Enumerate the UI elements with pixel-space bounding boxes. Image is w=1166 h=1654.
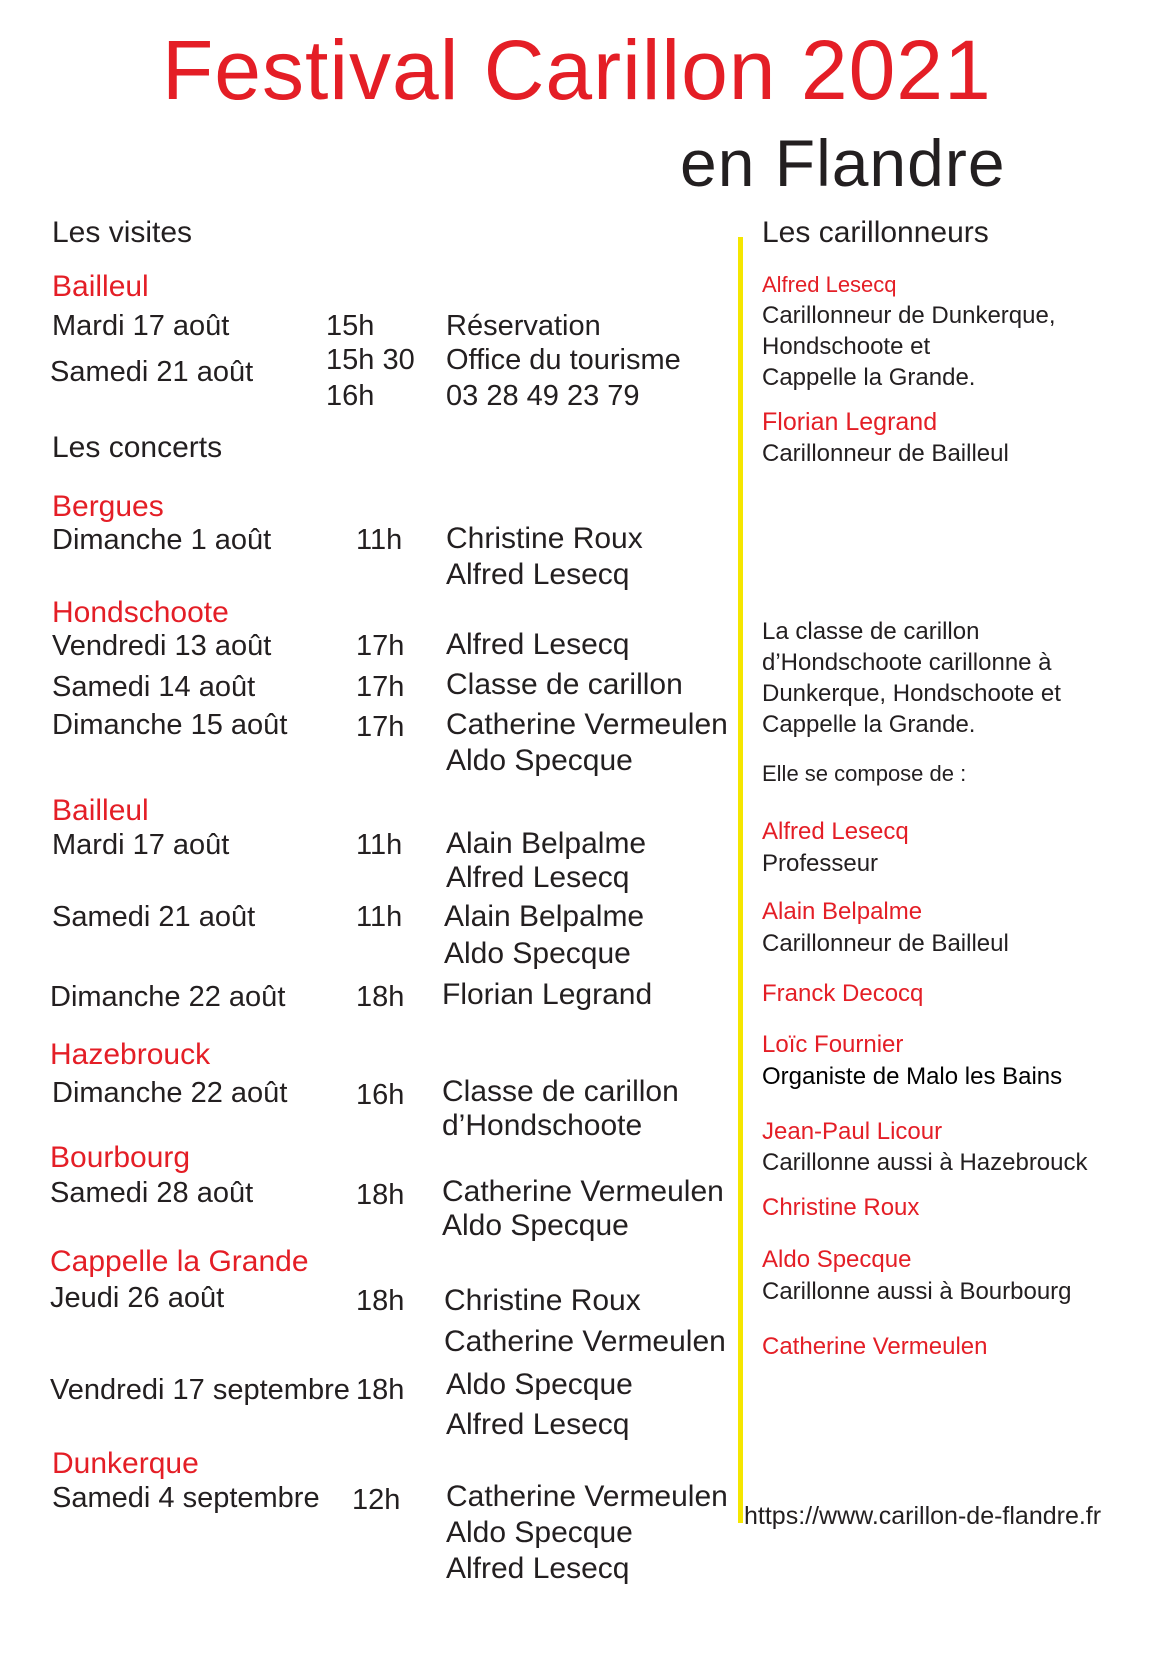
concert-performer: Alfred Lesecq <box>446 1408 630 1441</box>
concert-time: 18h <box>356 1374 405 1406</box>
concert-performer: Christine Roux <box>444 1284 641 1317</box>
concert-performer: Alfred Lesecq <box>446 558 630 591</box>
member-desc: Carillonneur de Bailleul <box>762 930 1009 957</box>
concert-performer: d’Hondschoote <box>442 1109 643 1142</box>
concert-town: Bailleul <box>52 794 149 827</box>
website-link[interactable]: https://www.carillon-de-flandre.fr <box>744 1502 1102 1530</box>
concert-town: Cappelle la Grande <box>50 1245 309 1278</box>
concert-time: 17h <box>356 671 405 703</box>
concert-performer: Catherine Vermeulen <box>446 708 728 741</box>
concert-town: Hazebrouck <box>50 1038 211 1071</box>
carillonneur-desc: Carillonneur de Dunkerque, <box>762 302 1056 329</box>
concert-performer: Christine Roux <box>446 522 643 555</box>
member-name: Christine Roux <box>762 1194 920 1221</box>
concert-date: Vendredi 17 septembre <box>50 1374 350 1406</box>
concert-date: Mardi 17 août <box>52 829 230 861</box>
concert-time: 18h <box>356 981 405 1013</box>
concert-performer: Classe de carillon <box>446 668 683 701</box>
carillonneur-name: Alfred Lesecq <box>762 272 897 297</box>
carillonneur-name: Florian Legrand <box>762 408 938 436</box>
visit-info: Réservation <box>446 310 601 342</box>
concert-performer: Aldo Specque <box>442 1209 629 1242</box>
concert-date: Dimanche 22 août <box>50 981 286 1013</box>
member-name: Alfred Lesecq <box>762 818 909 845</box>
concert-performer: Classe de carillon <box>442 1075 679 1108</box>
concert-time: 18h <box>356 1179 405 1211</box>
member-name: Jean-Paul Licour <box>762 1118 943 1145</box>
member-name: Franck Decocq <box>762 980 924 1007</box>
concert-time: 12h <box>352 1484 401 1516</box>
class-text-line: Dunkerque, Hondschoote et <box>762 680 1061 707</box>
carillonneurs-heading: Les carillonneurs <box>762 216 989 249</box>
concert-performer: Alain Belpalme <box>444 900 645 933</box>
concert-performer: Catherine Vermeulen <box>446 1480 728 1513</box>
visit-info: Office du tourisme <box>446 344 681 376</box>
concert-performer: Aldo Specque <box>446 1368 633 1401</box>
member-desc: Organiste de Malo les Bains <box>762 1063 1063 1090</box>
class-text-line: d’Hondschoote carillonne à <box>762 649 1052 676</box>
member-desc: Carillonne aussi à Hazebrouck <box>762 1149 1088 1176</box>
concert-performer: Aldo Specque <box>446 744 633 777</box>
concert-date: Samedi 21 août <box>52 901 256 933</box>
concert-town: Bergues <box>52 490 164 523</box>
concert-performer: Aldo Specque <box>446 1516 633 1549</box>
member-name: Alain Belpalme <box>762 898 923 925</box>
concert-performer: Aldo Specque <box>444 937 631 970</box>
member-name: Loïc Fournier <box>762 1031 904 1058</box>
concert-date: Samedi 4 septembre <box>52 1482 320 1514</box>
class-text-line: La classe de carillon <box>762 618 980 645</box>
visit-time: 15h <box>326 310 375 342</box>
visit-date: Samedi 21 août <box>50 356 254 388</box>
carillonneur-desc: Cappelle la Grande. <box>762 364 976 391</box>
visits-heading: Les visites <box>52 216 193 249</box>
concert-town: Bourbourg <box>50 1141 191 1174</box>
page-title: Festival Carillon 2021 <box>162 23 992 117</box>
concert-town: Hondschoote <box>52 596 229 629</box>
member-name: Aldo Specque <box>762 1246 912 1273</box>
concert-performer: Florian Legrand <box>442 978 653 1011</box>
concert-performer: Catherine Vermeulen <box>444 1325 726 1358</box>
concert-town: Dunkerque <box>52 1447 199 1480</box>
concert-date: Jeudi 26 août <box>50 1282 225 1314</box>
yellow-divider <box>738 237 743 1523</box>
concert-performer: Alfred Lesecq <box>446 628 630 661</box>
concert-date: Samedi 28 août <box>50 1177 254 1209</box>
visits-city: Bailleul <box>52 270 149 303</box>
visit-time: 16h <box>326 380 375 412</box>
concert-time: 11h <box>356 829 403 861</box>
concert-date: Dimanche 1 août <box>52 524 272 556</box>
concerts-heading: Les concerts <box>52 431 223 464</box>
concert-date: Samedi 14 août <box>52 671 256 703</box>
concert-performer: Alfred Lesecq <box>446 1552 630 1585</box>
concert-performer: Catherine Vermeulen <box>442 1175 724 1208</box>
visit-date: Mardi 17 août <box>52 310 230 342</box>
concert-time: 16h <box>356 1079 405 1111</box>
concert-time: 18h <box>356 1285 405 1317</box>
concert-time: 17h <box>356 711 405 743</box>
compose-label: Elle se compose de : <box>762 761 967 786</box>
concert-date: Dimanche 22 août <box>52 1077 288 1109</box>
visit-time: 15h 30 <box>326 344 415 376</box>
concert-time: 11h <box>356 524 403 556</box>
concert-time: 11h <box>356 901 403 933</box>
concert-time: 17h <box>356 630 405 662</box>
page-subtitle: en Flandre <box>680 126 1006 200</box>
class-text-line: Cappelle la Grande. <box>762 711 976 738</box>
concert-date: Dimanche 15 août <box>52 709 288 741</box>
reservation-phone: 03 28 49 23 79 <box>446 380 640 412</box>
member-desc: Carillonne aussi à Bourbourg <box>762 1278 1072 1305</box>
concert-performer: Alain Belpalme <box>446 827 647 860</box>
concert-date: Vendredi 13 août <box>52 630 272 662</box>
carillonneur-desc: Carillonneur de Bailleul <box>762 440 1009 467</box>
member-desc: Professeur <box>762 850 879 877</box>
member-name: Catherine Vermeulen <box>762 1333 988 1360</box>
carillonneur-desc: Hondschoote et <box>762 333 931 360</box>
concert-performer: Alfred Lesecq <box>446 861 630 894</box>
